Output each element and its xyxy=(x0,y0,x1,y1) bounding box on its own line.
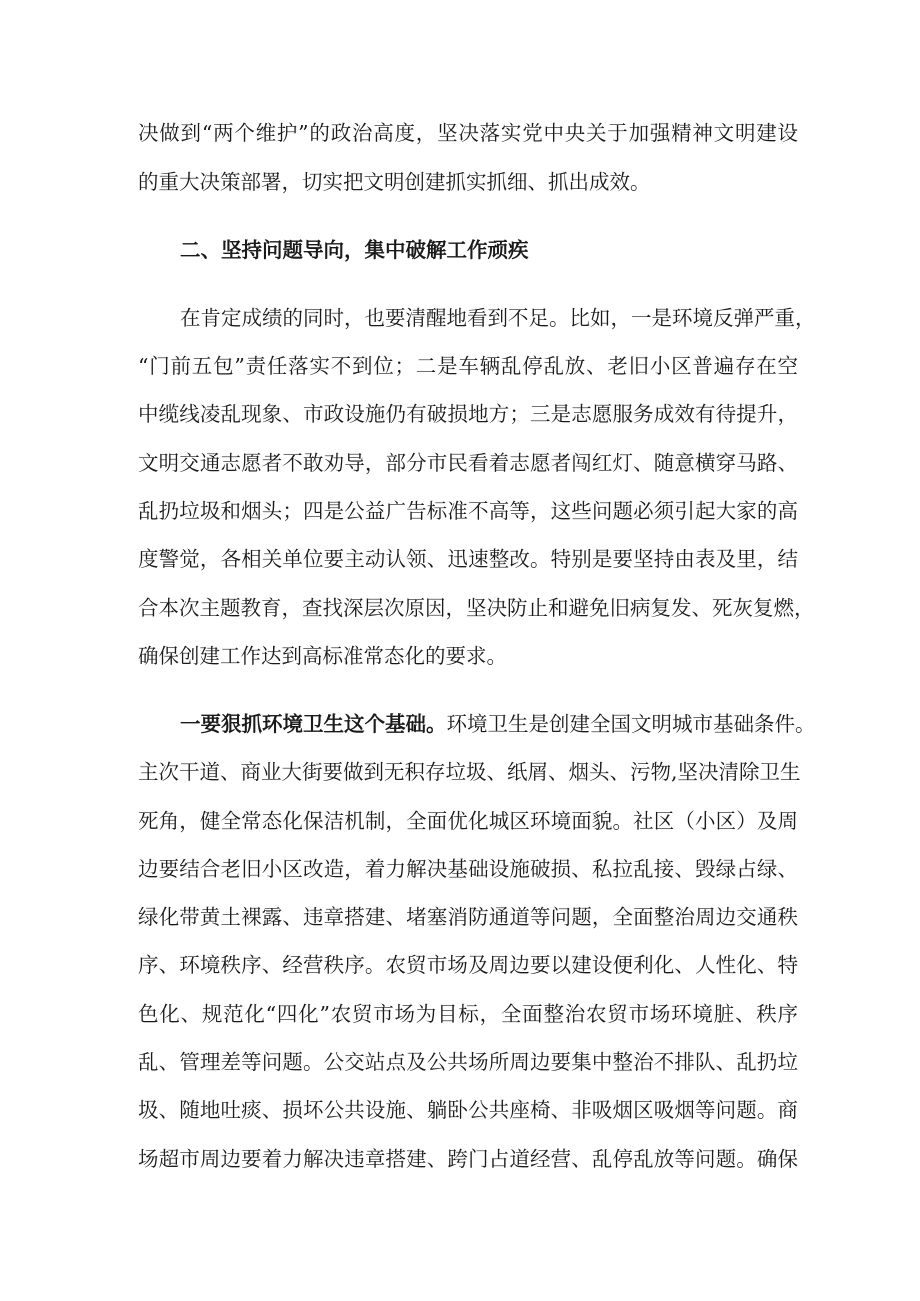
para3-line-6: 序、环境秩序、经营秩序。农贸市场及周边要以建设便利化、人性化、特 xyxy=(138,953,798,977)
para2-line-1: 在肯定成绩的同时，也要清醒地看到不足。比如，一是环境反弹严重， xyxy=(180,306,816,330)
para2-line-2: “门前五包”责任落实不到位；二是车辆乱停乱放、老旧小区普遍存在空 xyxy=(138,354,798,378)
para3-line-10: 场超市周边要着力解决违章搭建、跨门占道经营、乱停乱放等问题。确保 xyxy=(138,1147,798,1171)
para2-line-5: 乱扔垃圾和烟头；四是公益广告标准不高等，这些问题必须引起大家的高 xyxy=(138,499,798,523)
para3-line-7: 色化、规范化“四化”农贸市场为目标，全面整治农贸市场环境脏、秩序 xyxy=(138,1002,798,1026)
para2-line-3: 中缆线凌乱现象、市政设施仍有破损地方；三是志愿服务成效有待提升， xyxy=(138,402,798,426)
para3-lead-bold: 一要狠抓环境卫生这个基础。 xyxy=(180,712,447,736)
para3-line-3: 死角，健全常态化保洁机制，全面优化城区环境面貌。社区（小区）及周 xyxy=(138,809,798,833)
para2-line-6: 度警觉，各相关单位要主动认领、迅速整改。特别是要坚持由表及里，结 xyxy=(138,547,798,571)
section1-line-2: 的重大决策部署，切实把文明创建抓实抓细、抓出成效。 xyxy=(138,170,651,194)
section-heading-2: 二、坚持问题导向，集中破解工作顽疾 xyxy=(180,238,529,262)
para3-line-9: 圾、随地吐痰、损坏公共设施、躺卧公共座椅、非吸烟区吸烟等问题。商 xyxy=(138,1098,798,1122)
para3-line-2: 主次干道、商业大街要做到无积存垃圾、纸屑、烟头、污物,坚决清除卫生 xyxy=(138,760,801,784)
section1-line-1: 决做到“两个维护”的政治高度，坚决落实党中央关于加强精神文明建设 xyxy=(138,121,798,145)
para3-line-5: 绿化带黄土裸露、违章搭建、堵塞消防通道等问题，全面整治周边交通秩 xyxy=(138,905,798,929)
para2-line-8: 确保创建工作达到高标准常态化的要求。 xyxy=(138,644,507,668)
para2-line-4: 文明交通志愿者不敢劝导，部分市民看着志愿者闯红灯、随意横穿马路、 xyxy=(138,451,798,475)
para3-line-4: 边要结合老旧小区改造，着力解决基础设施破损、私拉乱接、毁绿占绿、 xyxy=(138,857,798,881)
para3-line-8: 乱、管理差等问题。公交站点及公共场所周边要集中整治不排队、乱扔垃 xyxy=(138,1050,798,1074)
para3-first-rest: 环境卫生是创建全国文明城市基础条件。 xyxy=(446,712,816,736)
para2-line-7: 合本次主题教育，查找深层次原因，坚决防止和避免旧病复发、死灰复燃， xyxy=(138,596,815,620)
para3-line-1 xyxy=(180,707,816,741)
